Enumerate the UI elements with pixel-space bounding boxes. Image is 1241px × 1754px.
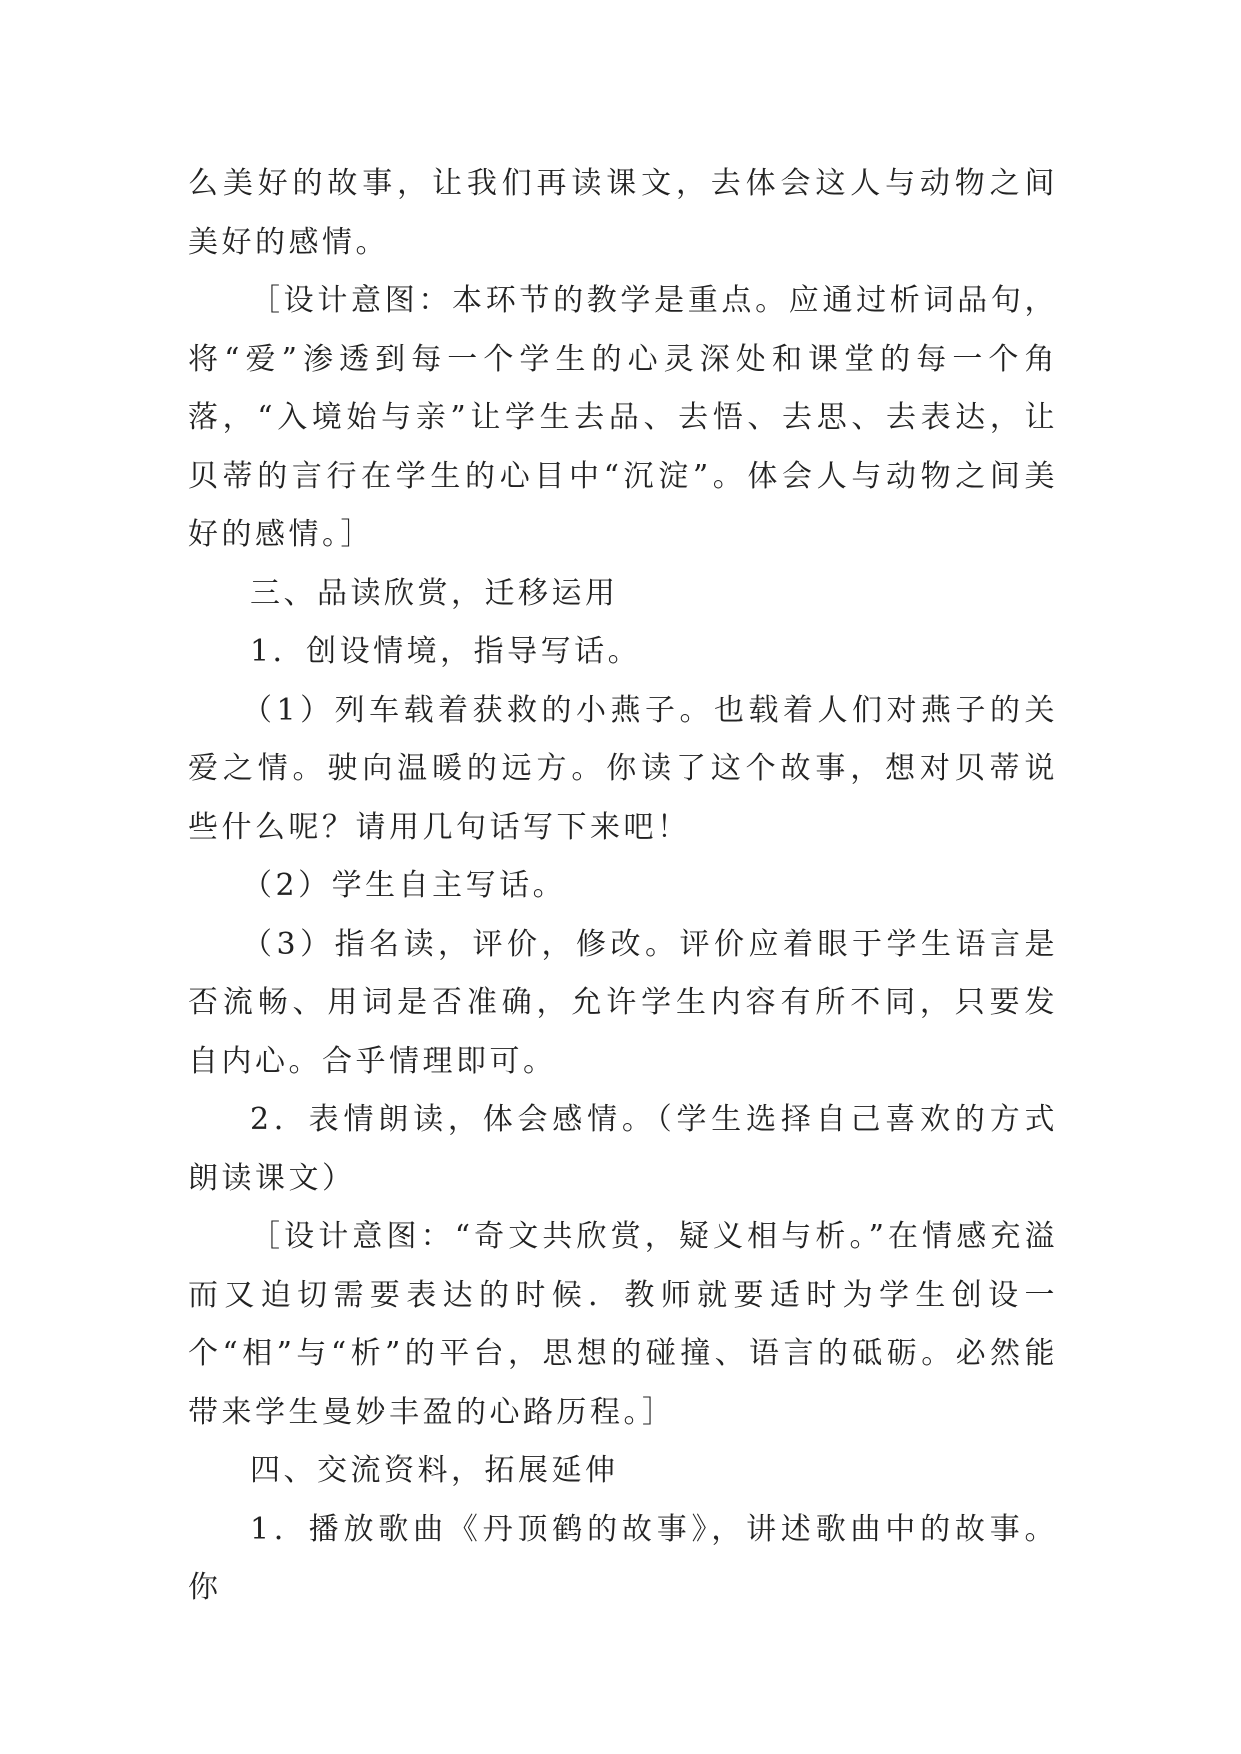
section-heading-three: 三、品读欣赏，迁移运用 xyxy=(250,575,619,611)
step-heading: 2．表情朗读，体会感情。（学生选择自己喜欢的方式朗读课文） xyxy=(188,1102,1058,1196)
sub-step: （2）学生自主写话。 xyxy=(242,868,567,903)
design-intent-note: ［设计意图：“奇文共欣赏，疑义相与析。”在情感充溢而又迫切需要表达的时候．教师就要适时为学生创设一个“相”与“析”的平台，思想的碰撞、语言的砥砺。必然能带来学生曼妙丰盈的心路历程。］ xyxy=(188,1219,1058,1430)
design-intent-note: ［设计意图：本环节的教学是重点。应通过析词品句，将“爱”渗透到每一个学生的心灵深处和课堂的每一个角落，“入境始与亲”让学生去品、去悟、去思、去表达，让贝蒂的言行在学生的心目中“沉淀”。体会人与动物之间美好的感情。］ xyxy=(188,283,1058,552)
paragraph-continuation: 么美好的故事，让我们再读课文，去体会这人与动物之间美好的感情。 xyxy=(188,166,1058,260)
section-heading-four: 四、交流资料，拓展延伸 xyxy=(250,1453,619,1488)
sub-step: （1）列车载着获救的小燕子。也载着人们对燕子的关爱之情。驶向温暖的远方。你读了这个故事，想对贝蒂说些什么呢？请用几句话写下来吧！ xyxy=(188,692,1058,845)
document-body xyxy=(188,155,1058,1618)
step-heading: 1．创设情境，指导写话。 xyxy=(250,634,642,669)
sub-step: （3）指名读，评价，修改。评价应着眼于学生语言是否流畅、用词是否准确，允许学生内容有所不同，只要发自内心。合乎情理即可。 xyxy=(188,926,1058,1079)
step-heading: 1．播放歌曲《丹顶鹤的故事》，讲述歌曲中的故事。你 xyxy=(188,1511,1058,1605)
